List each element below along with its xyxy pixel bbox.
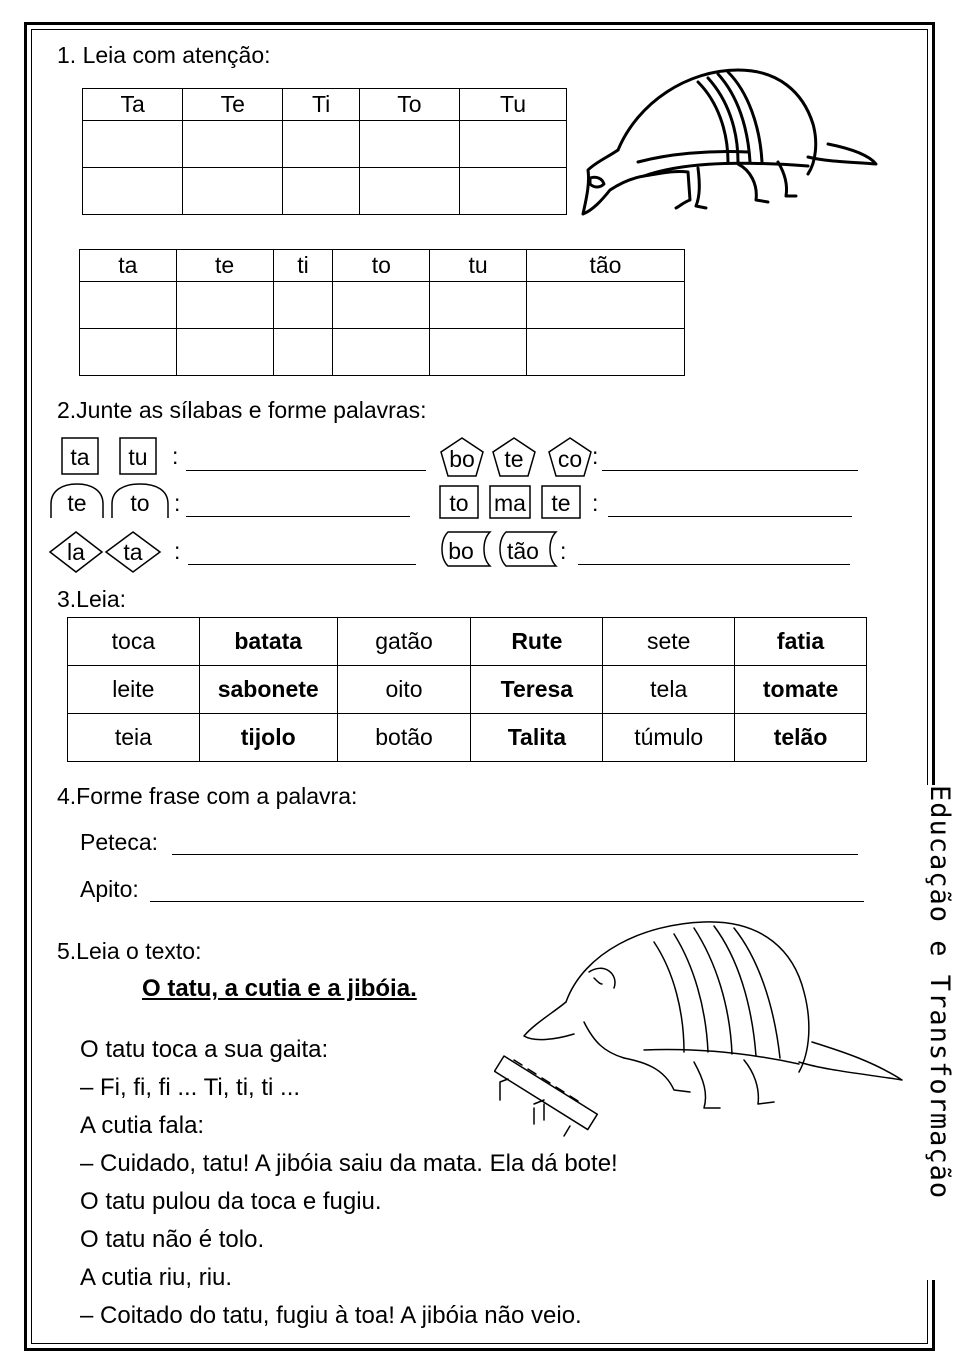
upper-header-cell: Te — [183, 89, 283, 121]
lower-header-cell: tão — [526, 250, 684, 282]
word-cell: Teresa — [471, 666, 603, 714]
blank-cell[interactable] — [183, 121, 283, 168]
story-line: – Coitado do tatu, fugiu à toa! A jibóia não veio. — [80, 1302, 582, 1329]
colon: : — [592, 443, 599, 469]
blank-cell[interactable] — [80, 329, 177, 376]
blank-cell[interactable] — [460, 168, 567, 215]
word-cell: oito — [337, 666, 471, 714]
colon: : — [174, 538, 181, 564]
blank-cell[interactable] — [283, 121, 359, 168]
word-cell: teia — [68, 714, 200, 762]
syllable-tile: ta — [58, 436, 102, 476]
question-4-title: 4.Forme frase com a palavra: — [57, 783, 358, 809]
question-5-title: 5.Leia o texto: — [57, 938, 202, 964]
word-cell: leite — [68, 666, 200, 714]
blank-cell[interactable] — [430, 282, 527, 329]
upper-header-cell: Ta — [83, 89, 183, 121]
word-cell: telão — [735, 714, 867, 762]
syllable-tile: co — [546, 436, 594, 478]
reading-table — [67, 617, 867, 762]
blank-cell[interactable] — [176, 282, 273, 329]
upper-header-cell: To — [359, 89, 459, 121]
lower-header-cell: te — [176, 250, 273, 282]
answer-line[interactable] — [186, 470, 426, 471]
syllable-tile: tu — [116, 436, 160, 476]
word-cell: gatão — [337, 618, 471, 666]
blank-cell[interactable] — [359, 168, 459, 215]
answer-line[interactable] — [608, 516, 852, 517]
story-line: O tatu toca a sua gaita: — [80, 1036, 329, 1063]
upper-header-cell: Tu — [460, 89, 567, 121]
question-3-title: 3.Leia: — [57, 586, 127, 612]
word-cell: túmulo — [603, 714, 735, 762]
question-2-title: 2.Junte as sílabas e forme palavras: — [57, 397, 427, 423]
blank-cell[interactable] — [80, 282, 177, 329]
colon: : — [172, 443, 179, 469]
syllable-tile: te — [540, 484, 582, 520]
lower-header-cell: tu — [430, 250, 527, 282]
armadillo-drawing — [578, 62, 883, 222]
question-1-title: 1. Leia com atenção: — [57, 42, 271, 68]
word-cell: tela — [603, 666, 735, 714]
word-cell: Rute — [471, 618, 603, 666]
blank-cell[interactable] — [283, 168, 359, 215]
blank-cell[interactable] — [83, 121, 183, 168]
story-line: O tatu pulou da toca e fugiu. — [80, 1188, 382, 1215]
word-cell: botão — [337, 714, 471, 762]
blank-cell[interactable] — [183, 168, 283, 215]
blank-cell[interactable] — [176, 329, 273, 376]
lower-header-cell: ti — [273, 250, 333, 282]
syllable-tile: ma — [488, 484, 532, 520]
blank-cell[interactable] — [273, 282, 333, 329]
lower-syllable-table — [79, 249, 685, 376]
blank-cell[interactable] — [430, 329, 527, 376]
story-line: A cutia riu, riu. — [80, 1264, 233, 1291]
answer-line[interactable] — [602, 470, 858, 471]
blank-cell[interactable] — [333, 282, 430, 329]
colon: : — [560, 538, 567, 564]
colon: : — [592, 490, 599, 516]
story-line: A cutia fala: — [80, 1112, 205, 1139]
syllable-tile: bo — [438, 530, 492, 568]
blank-cell[interactable] — [83, 168, 183, 215]
story-line: – Fi, fi, fi ... Ti, ti, ti ... — [80, 1074, 301, 1101]
syllable-tile: la — [48, 530, 104, 574]
lower-header-cell: to — [333, 250, 430, 282]
story-title: O tatu, a cutia e a jibóia. — [142, 975, 417, 1002]
syllable-tile: ta — [104, 530, 162, 574]
word-cell: batata — [199, 618, 337, 666]
syllable-tile: te — [49, 482, 105, 520]
word-cell: sabonete — [199, 666, 337, 714]
syllable-tile: te — [490, 436, 538, 478]
side-label: Educação e Transformação — [915, 785, 955, 1280]
lower-header-cell: ta — [80, 250, 177, 282]
word-cell: sete — [603, 618, 735, 666]
answer-line[interactable] — [186, 516, 410, 517]
answer-line[interactable] — [150, 901, 864, 902]
upper-syllable-table — [82, 88, 567, 215]
armadillo-harmonica-drawing — [494, 912, 906, 1144]
syllable-tile: tão — [496, 530, 558, 568]
word-cell: fatia — [735, 618, 867, 666]
blank-cell[interactable] — [333, 329, 430, 376]
answer-line[interactable] — [172, 854, 858, 855]
upper-header-cell: Ti — [283, 89, 359, 121]
word-label-apito: Apito: — [80, 876, 139, 902]
word-cell: tijolo — [199, 714, 337, 762]
answer-line[interactable] — [188, 564, 416, 565]
syllable-tile: bo — [438, 436, 486, 478]
word-cell: toca — [68, 618, 200, 666]
answer-line[interactable] — [578, 564, 850, 565]
blank-cell[interactable] — [526, 329, 684, 376]
syllable-tile: to — [438, 484, 480, 520]
word-label-peteca: Peteca: — [80, 829, 158, 855]
story-line: – Cuidado, tatu! A jibóia saiu da mata. Ela dá bote! — [80, 1150, 618, 1177]
colon: : — [174, 490, 181, 516]
blank-cell[interactable] — [460, 121, 567, 168]
blank-cell[interactable] — [273, 329, 333, 376]
syllable-tile: to — [110, 482, 170, 520]
blank-cell[interactable] — [359, 121, 459, 168]
story-line: O tatu não é tolo. — [80, 1226, 265, 1253]
word-cell: Talita — [471, 714, 603, 762]
blank-cell[interactable] — [526, 282, 684, 329]
word-cell: tomate — [735, 666, 867, 714]
